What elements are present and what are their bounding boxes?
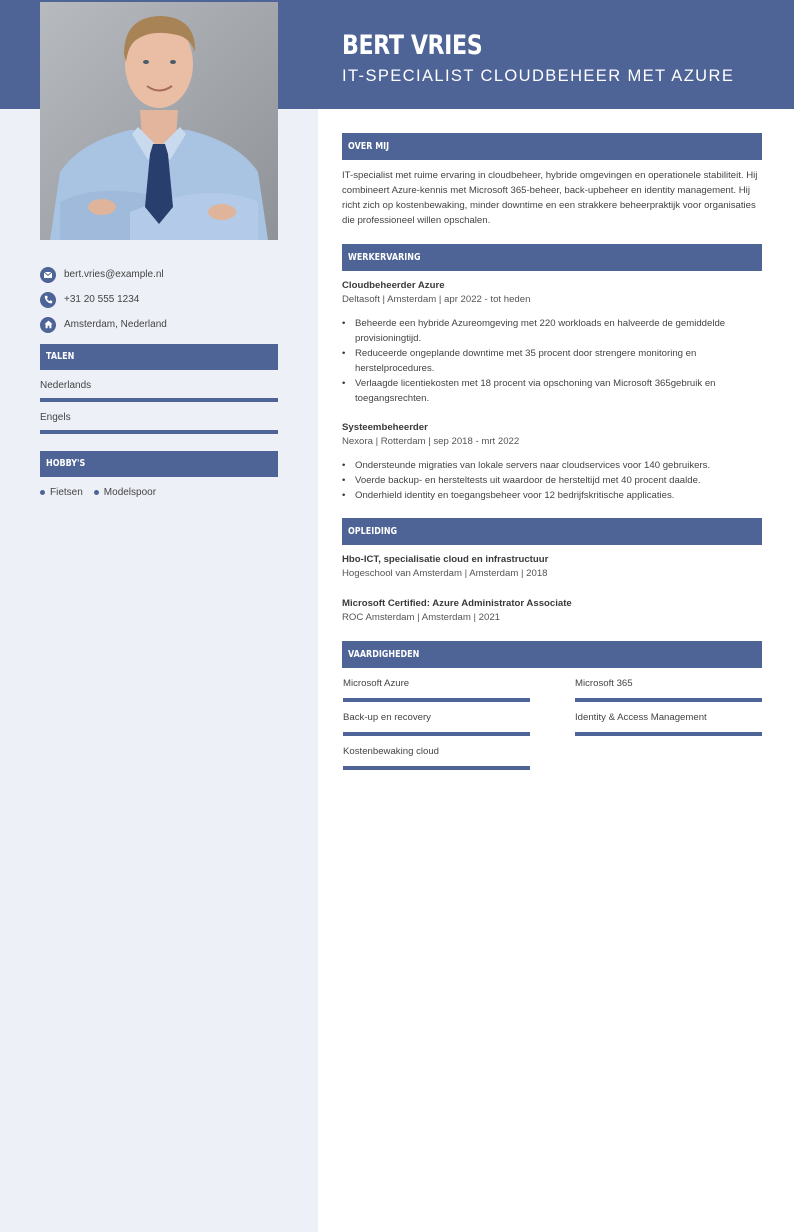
- education-title: Microsoft Certified: Azure Administrator Associate: [342, 598, 572, 609]
- contact-phone: [40, 287, 278, 312]
- education-entry: [342, 553, 762, 581]
- email-text: bert.vries@example.nl: [64, 269, 164, 280]
- skill-level-bar: [343, 732, 530, 736]
- hobby-item: Modelspoor: [94, 487, 156, 498]
- contact-location: [40, 312, 278, 337]
- job-bullets: [342, 316, 762, 406]
- hobbies-list: [40, 487, 167, 498]
- skill-level-bar: [343, 766, 530, 770]
- skill-item: [575, 677, 762, 702]
- envelope-icon: [40, 267, 56, 283]
- bullet-dot-icon: [40, 490, 45, 495]
- skill-item: [575, 711, 762, 736]
- job-bullet: • Reduceerde ongeplande downtime met 35 procent door strengere monitoring en herstelprocedures.: [342, 346, 762, 376]
- skill-label: Identity & Access Management: [575, 712, 707, 723]
- about-heading: OVER MIJ: [342, 133, 762, 160]
- job-bullet: • Onderhield identity en toegangsbeheer voor 12 bedrijfskritische applicaties.: [342, 488, 762, 503]
- phone-text: +31 20 555 1234: [64, 294, 140, 305]
- about-text: IT-specialist met ruime ervaring in cloudbeheer, hybride omgevingen en operationele stabiliteit. Hij combineert Azure-kennis met Microsoft 365-beheer, back-upbeheer en identity management. Hij richt zich op kostenbewaking, minder downtime en een strakkere beheerpraktijk voor organisaties die professioneel willen opschalen.: [342, 170, 758, 226]
- candidate-title: IT-SPECIALIST CLOUDBEHEER MET AZURE: [342, 67, 735, 85]
- job-bullet: • Verlaagde licentiekosten met 18 procent via opschoning van Microsoft 365gebruik en toegangsrechten.: [342, 376, 762, 406]
- bullet-dot-icon: [94, 490, 99, 495]
- education-heading: OPLEIDING: [342, 518, 762, 545]
- skill-item: [343, 711, 530, 736]
- skill-level-bar: [575, 732, 762, 736]
- education-meta: Hogeschool van Amsterdam | Amsterdam | 2018: [342, 568, 548, 579]
- candidate-name: BERT VRIES: [342, 30, 483, 61]
- languages-heading: TALEN: [40, 344, 278, 370]
- contact-list: [40, 262, 278, 337]
- language-label: Nederlands: [40, 380, 92, 391]
- experience-heading: WERKERVARING: [342, 244, 762, 271]
- skill-level-bar: [343, 698, 530, 702]
- location-text: Amsterdam, Nederland: [64, 319, 167, 330]
- skill-item: [343, 745, 530, 770]
- job-bullet: • Beheerde een hybride Azureomgeving met 220 workloads en halveerde de gemiddelde provisioningtijd.: [342, 316, 762, 346]
- education-entry: [342, 597, 762, 625]
- phone-icon: [40, 292, 56, 308]
- language-level-bar: [40, 398, 278, 402]
- language-level-bar: [40, 430, 278, 434]
- contact-email: [40, 262, 278, 287]
- language-label: Engels: [40, 412, 71, 423]
- job-bullets: [342, 458, 762, 503]
- hobbies-heading: HOBBY'S: [40, 451, 278, 477]
- job-bullet: • Voerde backup- en hersteltests uit waardoor de hersteltijd met 40 procent daalde.: [342, 473, 762, 488]
- job-meta: Deltasoft | Amsterdam | apr 2022 - tot heden: [342, 294, 531, 305]
- home-icon: [40, 317, 56, 333]
- job-meta: Nexora | Rotterdam | sep 2018 - mrt 2022: [342, 436, 520, 447]
- skill-item: [343, 677, 530, 702]
- skill-label: Kostenbewaking cloud: [343, 746, 440, 757]
- profile-photo: [40, 2, 278, 240]
- skill-label: Back-up en recovery: [343, 712, 431, 723]
- job-bullet: • Ondersteunde migraties van lokale servers naar cloudservices voor 140 gebruikers.: [342, 458, 762, 473]
- job-title: Cloudbeheerder Azure: [342, 280, 445, 291]
- language-item: [40, 412, 278, 434]
- skills-heading: VAARDIGHEDEN: [342, 641, 762, 668]
- skill-label: Microsoft 365: [575, 678, 633, 689]
- language-item: [40, 380, 278, 402]
- job-entry: [342, 421, 762, 503]
- education-meta: ROC Amsterdam | Amsterdam | 2021: [342, 612, 501, 623]
- education-title: Hbo-ICT, specialisatie cloud en infrastructuur: [342, 554, 549, 565]
- skill-label: Microsoft Azure: [343, 678, 410, 689]
- hobby-item: Fietsen: [40, 487, 83, 498]
- job-title: Systeembeheerder: [342, 422, 428, 433]
- job-entry: [342, 279, 762, 406]
- skill-level-bar: [575, 698, 762, 702]
